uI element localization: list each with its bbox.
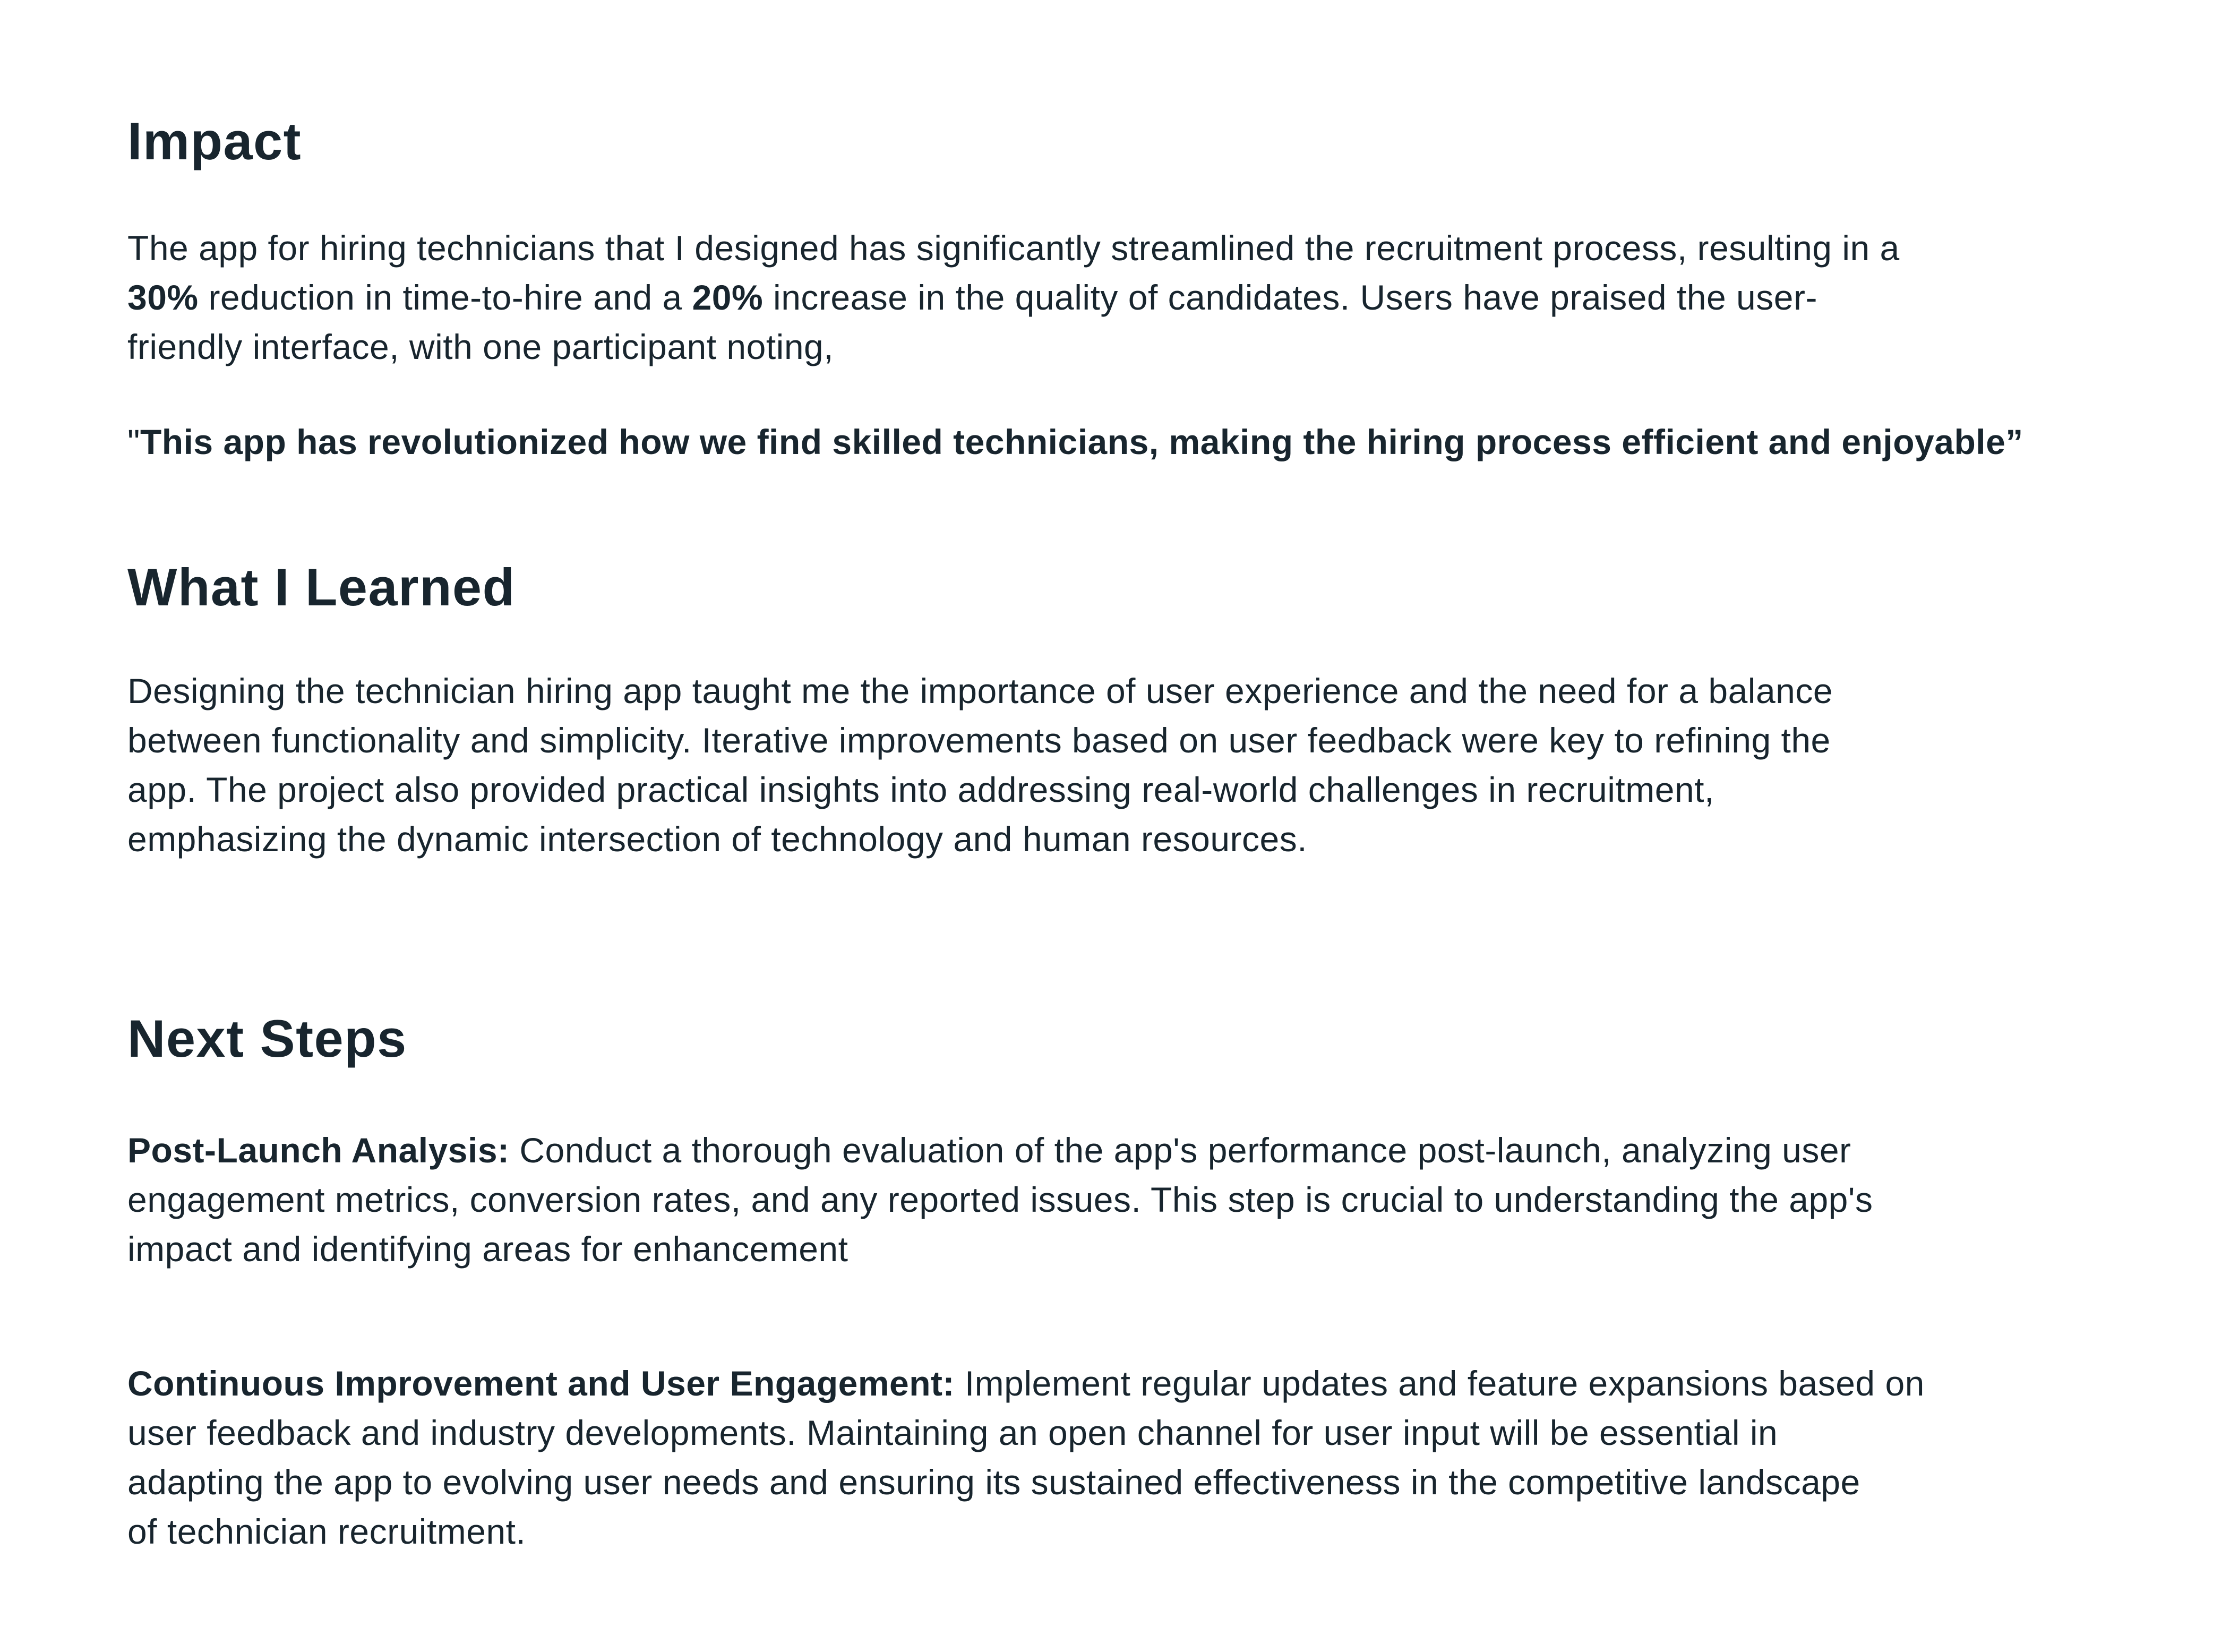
continuous-improvement-line-3: adapting the app to evolving user needs and ensuring its sustained effectiveness in the competitive landscape xyxy=(127,1462,1860,1502)
testimonial-quote xyxy=(127,417,2023,467)
post-launch-line-1-text: Conduct a thorough evaluation of the app's performance post-launch, analyzing user xyxy=(509,1131,1851,1170)
testimonial-quote-text: This app has revolutionized how we find skilled technicians, making the hiring process efficient and enjoyable” xyxy=(140,422,2023,461)
what-i-learned-line-2: between functionality and simplicity. Iterative improvements based on user feedback were key to refining the xyxy=(127,721,1831,760)
impact-paragraph-line-3: friendly interface, with one participant noting, xyxy=(127,327,834,366)
post-launch-line-2: engagement metrics, conversion rates, and any reported issues. This step is crucial to understanding the app's xyxy=(127,1180,1873,1219)
what-i-learned-line-1: Designing the technician hiring app taught me the importance of user experience and the need for a balance xyxy=(127,671,1833,711)
stat-20-percent: 20% xyxy=(692,278,764,317)
impact-heading: Impact xyxy=(127,112,302,170)
impact-paragraph-line-2-text-a: reduction in time-to-hire and a xyxy=(198,278,692,317)
what-i-learned-line-4: emphasizing the dynamic intersection of technology and human resources. xyxy=(127,819,1308,859)
post-launch-line-3: impact and identifying areas for enhancement xyxy=(127,1229,848,1269)
what-i-learned-paragraph xyxy=(127,666,1833,864)
impact-paragraph-line-2 xyxy=(127,273,1900,322)
impact-paragraph-line-1: The app for hiring technicians that I designed has significantly streamlined the recruitment process, resulting in a xyxy=(127,228,1900,268)
impact-paragraph xyxy=(127,224,1900,372)
continuous-improvement-label: Continuous Improvement and User Engagement: xyxy=(127,1364,955,1403)
continuous-improvement-line-4: of technician recruitment. xyxy=(127,1512,526,1551)
what-i-learned-line-3: app. The project also provided practical insights into addressing real-world challenges in recruitment, xyxy=(127,770,1714,809)
continuous-improvement-line-1 xyxy=(127,1359,1925,1408)
impact-paragraph-line-2-text-b: increase in the quality of candidates. Users have praised the user- xyxy=(763,278,1817,317)
quote-open-mark: " xyxy=(127,422,140,461)
continuous-improvement-paragraph xyxy=(127,1359,1925,1556)
continuous-improvement-line-2: user feedback and industry developments. Maintaining an open channel for user input will be essential in xyxy=(127,1413,1778,1452)
post-launch-line-1 xyxy=(127,1126,1873,1175)
continuous-improvement-line-1-text: Implement regular updates and feature expansions based on xyxy=(955,1364,1925,1403)
post-launch-label: Post-Launch Analysis: xyxy=(127,1131,510,1170)
stat-30-percent: 30% xyxy=(127,278,199,317)
next-steps-heading: Next Steps xyxy=(127,1009,407,1068)
what-i-learned-heading: What I Learned xyxy=(127,558,516,617)
post-launch-paragraph xyxy=(127,1126,1873,1274)
